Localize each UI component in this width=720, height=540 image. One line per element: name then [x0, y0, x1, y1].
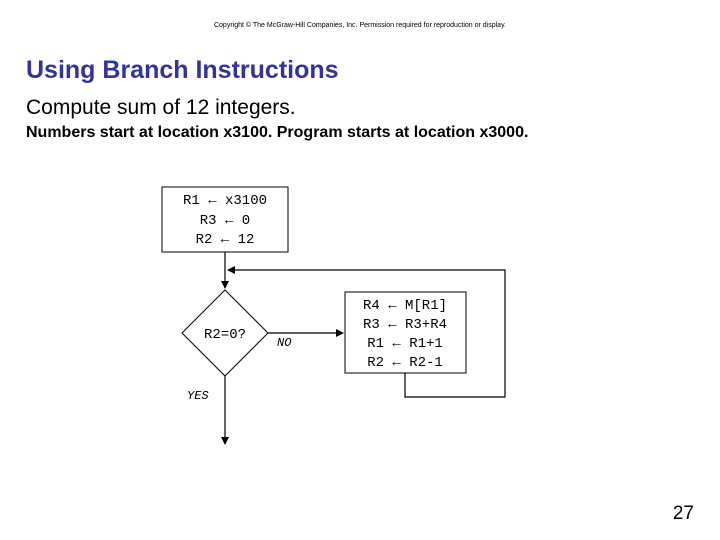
copyright-notice: Copyright © The McGraw-Hill Companies, Inc. Permission required for reproduction or display. [213, 22, 506, 29]
loop-box-line: R1 ← R1+1 [367, 336, 443, 352]
slide-subtitle: Compute sum of 12 integers. [26, 96, 296, 119]
slide-description: Numbers start at location x3100. Program starts at location x3000. [26, 124, 529, 141]
loop-box-line: R4 ← M[R1] [362, 298, 448, 314]
loop-box-line: R3 ← R3+R4 [362, 317, 448, 333]
decision-label: R2=0? [203, 327, 247, 343]
init-box-line: R1 ← x3100 [182, 193, 268, 209]
init-box-line: R3 ← 0 [199, 213, 251, 229]
loop-box-line: R2 ← R2-1 [367, 355, 443, 371]
slide-title: Using Branch Instructions [26, 56, 339, 84]
yes-label: YES [187, 389, 209, 403]
init-box-line: R2 ← 12 [195, 232, 255, 248]
page-number: 27 [672, 503, 694, 524]
no-label: NO [277, 336, 292, 350]
